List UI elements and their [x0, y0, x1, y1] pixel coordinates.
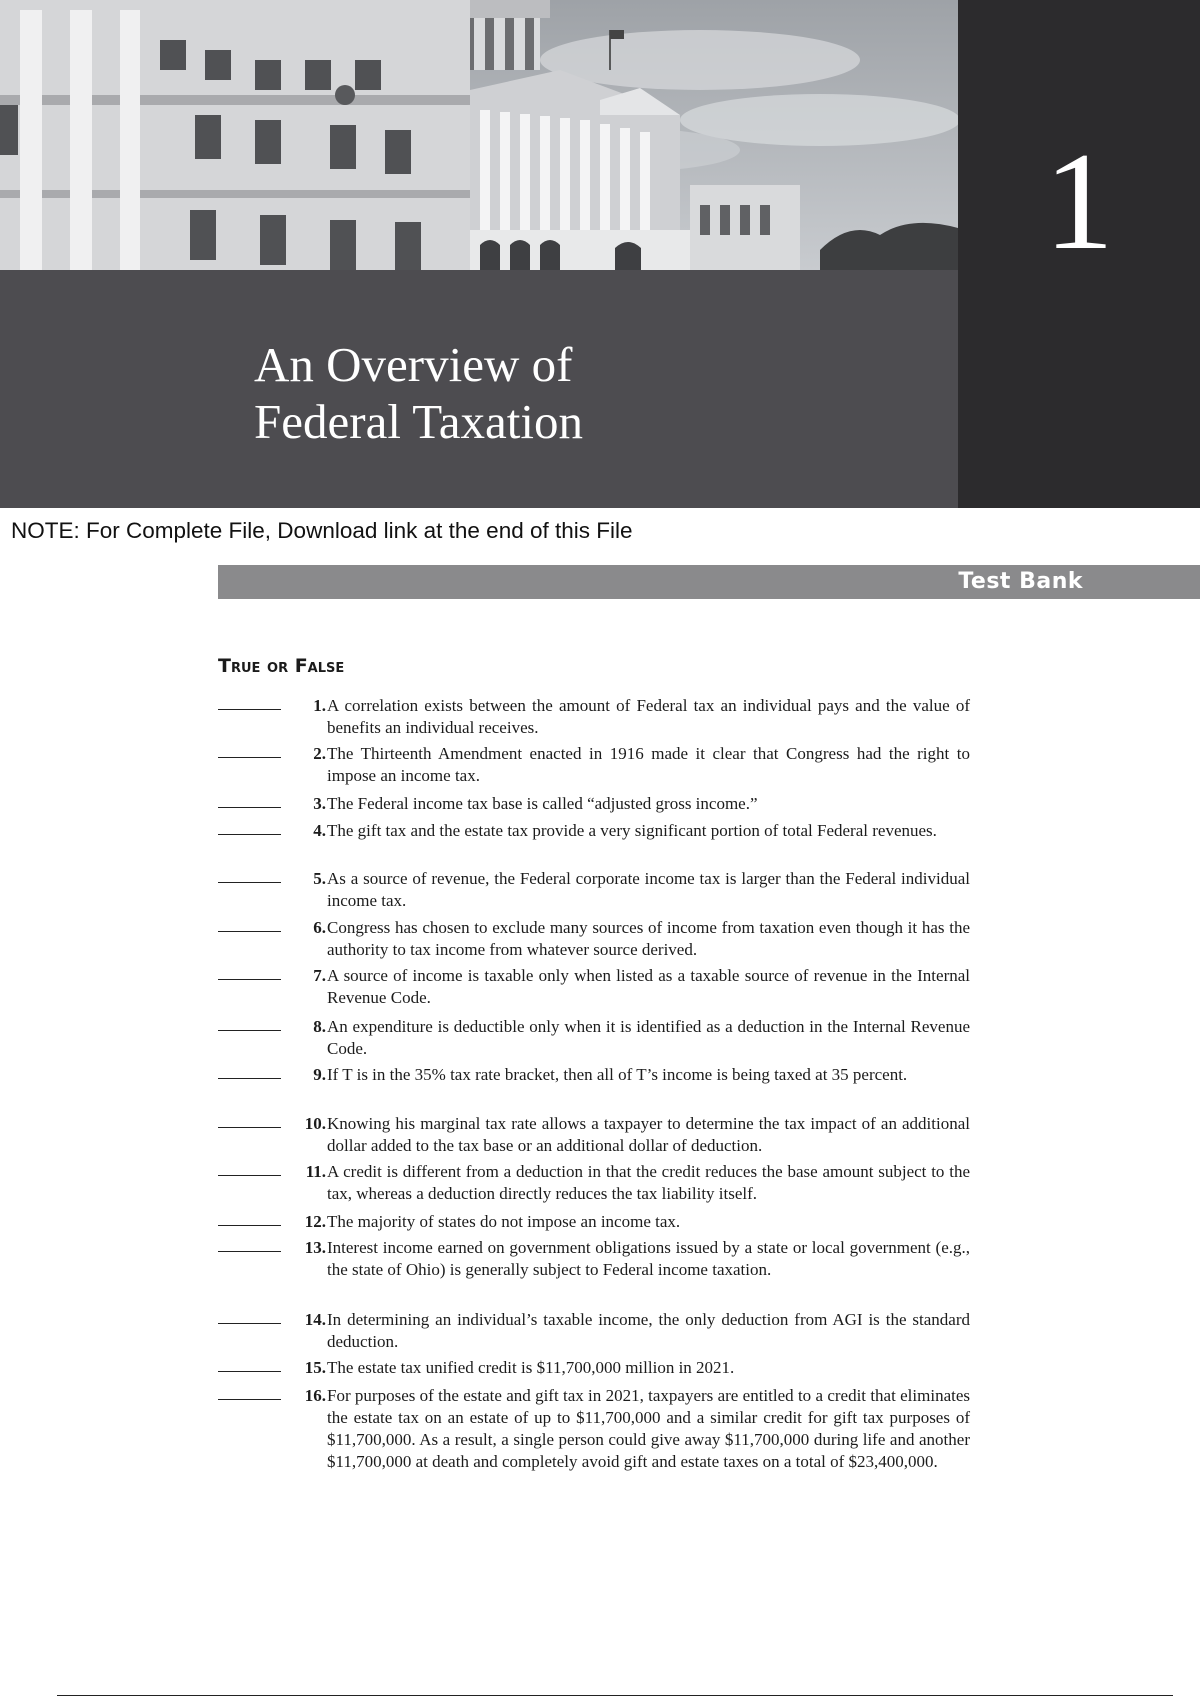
question-item — [218, 1064, 970, 1086]
question-item — [218, 695, 970, 739]
answer-blank[interactable] — [218, 1225, 281, 1226]
download-note: NOTE: For Complete File, Download link at the end of this File — [11, 518, 633, 543]
question-number: 12. — [304, 1212, 326, 1231]
answer-blank[interactable] — [218, 979, 281, 980]
question-number: 15. — [304, 1358, 326, 1377]
chapter-number: 1 — [1044, 124, 1114, 279]
question-item — [218, 1357, 970, 1379]
question-text: The gift tax and the estate tax provide a very significant portion of total Federal revenues. — [327, 821, 937, 840]
question-number: 2. — [313, 744, 326, 763]
answer-blank[interactable] — [218, 757, 281, 758]
answer-blank[interactable] — [218, 1251, 281, 1252]
answer-blank[interactable] — [218, 1078, 281, 1079]
question-text: Knowing his marginal tax rate allows a taxpayer to determine the tax impact of an additional dollar added to the tax base or an additional dollar of deduction. — [327, 1114, 970, 1155]
question-item — [218, 1113, 970, 1157]
question-item — [218, 965, 970, 1009]
question-text: A credit is different from a deduction in that the credit reduces the base amount subject to the tax, whereas a deduction directly reduces the tax liability itself. — [327, 1162, 970, 1203]
question-number: 6. — [313, 918, 326, 937]
question-number: 11. — [305, 1162, 326, 1181]
section-bar-label: Test Bank — [958, 569, 1083, 594]
question-item — [218, 1211, 970, 1233]
question-text: The estate tax unified credit is $11,700,000 million in 2021. — [327, 1358, 735, 1377]
question-text: If T is in the 35% tax rate bracket, then all of T’s income is being taxed at 35 percent. — [327, 1065, 908, 1084]
chapter-title-line-1: An Overview of — [254, 337, 573, 392]
answer-blank[interactable] — [218, 1323, 281, 1324]
section-title: True or False — [218, 655, 345, 677]
question-item — [218, 1309, 970, 1353]
chapter-title-band — [0, 270, 958, 508]
question-number: 4. — [313, 821, 326, 840]
question-item — [218, 868, 970, 912]
question-number: 14. — [304, 1310, 326, 1329]
question-item — [218, 1161, 970, 1205]
question-text: The Federal income tax base is called “adjusted gross income.” — [327, 794, 758, 813]
question-number: 10. — [304, 1114, 326, 1133]
answer-blank[interactable] — [218, 931, 281, 932]
question-number: 9. — [313, 1065, 326, 1084]
chapter-number-block — [958, 0, 1200, 508]
question-text: The Thirteenth Amendment enacted in 1916 made it clear that Congress had the right to impose an income tax. — [327, 744, 970, 785]
question-item — [218, 743, 970, 787]
answer-blank[interactable] — [218, 709, 281, 710]
question-number: 8. — [313, 1017, 326, 1036]
question-item — [218, 1016, 970, 1060]
capitol-building-photo — [0, 0, 958, 270]
question-item — [218, 820, 970, 842]
section-bar — [218, 565, 1200, 599]
answer-blank[interactable] — [218, 1030, 281, 1031]
answer-blank[interactable] — [218, 1371, 281, 1372]
question-text: In determining an individual’s taxable income, the only deduction from AGI is the standard deduction. — [327, 1310, 970, 1351]
question-item — [218, 1237, 970, 1281]
question-text: As a source of revenue, the Federal corporate income tax is larger than the Federal individual income tax. — [327, 869, 970, 910]
question-number: 16. — [304, 1386, 326, 1405]
question-number: 3. — [313, 794, 326, 813]
answer-blank[interactable] — [218, 1127, 281, 1128]
question-text: Interest income earned on government obligations issued by a state or local government (e.g., the state of Ohio) is generally subject to Federal income taxation. — [327, 1238, 970, 1279]
question-number: 5. — [313, 869, 326, 888]
answer-blank[interactable] — [218, 807, 281, 808]
question-text: Congress has chosen to exclude many sources of income from taxation even though it has the authority to tax income from whatever source derived. — [327, 918, 970, 959]
question-text: An expenditure is deductible only when it is identified as a deduction in the Internal Revenue Code. — [327, 1017, 970, 1058]
question-item — [218, 793, 970, 815]
question-text: A source of income is taxable only when listed as a taxable source of revenue in the Internal Revenue Code. — [327, 966, 970, 1007]
question-item — [218, 917, 970, 961]
answer-blank[interactable] — [218, 882, 281, 883]
answer-blank[interactable] — [218, 834, 281, 835]
question-text: A correlation exists between the amount of Federal tax an individual pays and the value of benefits an individual receives. — [327, 696, 970, 737]
answer-blank[interactable] — [218, 1175, 281, 1176]
chapter-title-line-2: Federal Taxation — [254, 394, 584, 449]
question-number: 7. — [313, 966, 326, 985]
question-item — [218, 1385, 970, 1473]
footer-rule — [57, 1695, 1173, 1696]
question-number: 1. — [313, 696, 326, 715]
question-text: For purposes of the estate and gift tax in 2021, taxpayers are entitled to a credit that eliminates the estate tax on an estate of up to $11,700,000 and a similar credit for gift tax purposes of $11,700,000. As a result, a single person could give away $11,700,000 during life and another $11,700,000 at death and completely avoid gift and estate taxes on a total of $23,400,000. — [327, 1386, 970, 1471]
question-number: 13. — [304, 1238, 326, 1257]
answer-blank[interactable] — [218, 1399, 281, 1400]
question-text: The majority of states do not impose an income tax. — [327, 1212, 681, 1231]
